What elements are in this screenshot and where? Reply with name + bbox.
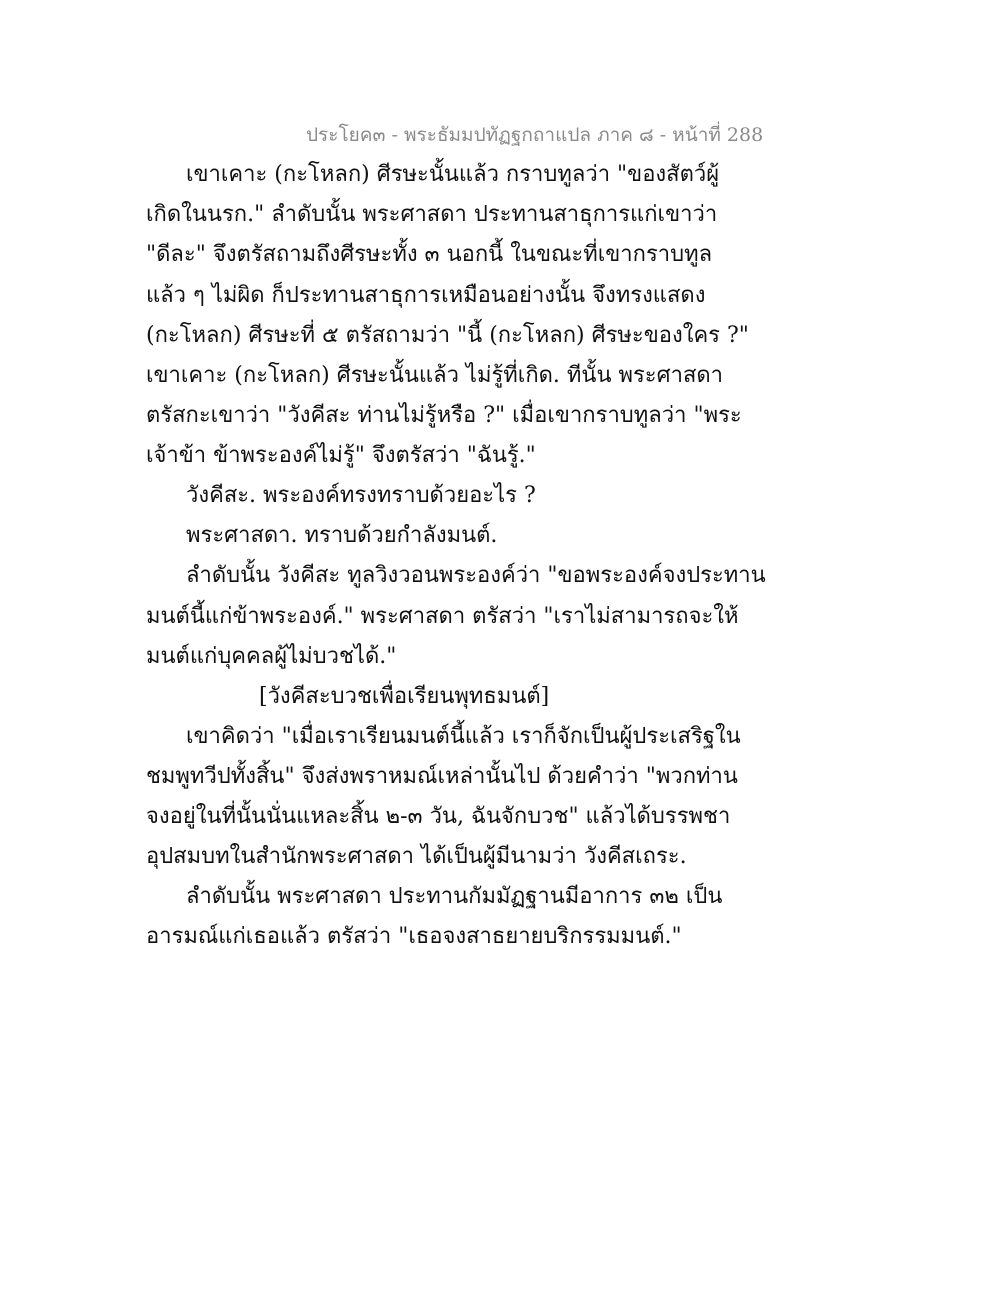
- text-line: ลำดับนั้น วังคีสะ ทูลวิงวอนพระองค์ว่า "ขอพระองค์จงประทาน: [186, 563, 766, 588]
- text-line: อุปสมบทในสำนักพระศาสดา ได้เป็นผู้มีนามว่า วังคีสเถระ.: [146, 844, 687, 869]
- text-line: มนต์แก่บุคคลผู้ไม่บวชได้.": [146, 644, 397, 669]
- dialogue-line: วังคีสะ. พระองค์ทรงทราบด้วยอะไร ?: [186, 483, 536, 508]
- text-line: อารมณ์แก่เธอแล้ว ตรัสว่า "เธอจงสาธยายบริกรรมมนต์.": [146, 924, 682, 949]
- text-line: "ดีละ" จึงตรัสถามถึงศีรษะทั้ง ๓ นอกนี้ ในขณะที่เขากราบทูล: [146, 242, 713, 267]
- text-line: ชมพูทวีปทั้งสิ้น" จึงส่งพราหมณ์เหล่านั้นไป ด้วยคำว่า "พวกท่าน: [146, 764, 738, 789]
- page-header: ประโยค๓ - พระธัมมปทัฏฐกถาแปล ภาค ๘ - หน้าที่ 288: [306, 124, 764, 146]
- text-line: เกิดในนรก." ลำดับนั้น พระศาสดา ประทานสาธุการแก่เขาว่า: [146, 202, 718, 227]
- text-line: มนต์นี้แก่ข้าพระองค์." พระศาสดา ตรัสว่า "เราไม่สามารถจะให้: [146, 604, 739, 629]
- text-line: (กะโหลก) ศีรษะที่ ๕ ตรัสถามว่า "นี้ (กะโหลก) ศีรษะของใคร ?": [146, 323, 749, 348]
- section-heading: [วังคีสะบวชเพื่อเรียนพุทธมนต์]: [259, 684, 550, 709]
- text-line: ลำดับนั้น พระศาสดา ประทานกัมมัฏฐานมีอาการ ๓๒ เป็น: [186, 884, 723, 909]
- text-line: แล้ว ๆ ไม่ผิด ก็ประทานสาธุการเหมือนอย่างนั้น จึงทรงแสดง: [146, 283, 706, 308]
- text-line: เขาเคาะ (กะโหลก) ศีรษะนั้นแล้ว ไม่รู้ที่เกิด. ทีนั้น พระศาสดา: [146, 363, 724, 388]
- text-line: เขาคิดว่า "เมื่อเราเรียนมนต์นี้แล้ว เราก็จักเป็นผู้ประเสริฐใน: [186, 724, 741, 749]
- text-line: ตรัสกะเขาว่า "วังคีสะ ท่านไม่รู้หรือ ?" เมื่อเขากราบทูลว่า "พระ: [146, 403, 742, 428]
- text-line: เขาเคาะ (กะโหลก) ศีรษะนั้นแล้ว กราบทูลว่า "ของสัตว์ผู้: [186, 162, 720, 187]
- dialogue-line: พระศาสดา. ทราบด้วยกำลังมนต์.: [186, 523, 498, 548]
- text-line: จงอยู่ในที่นั้นนั่นแหละสิ้น ๒-๓ วัน, ฉันจักบวช" แล้วได้บรรพชา: [146, 804, 731, 829]
- text-line: เจ้าข้า ข้าพระองค์ไม่รู้" จึงตรัสว่า "ฉันรู้.": [146, 443, 536, 468]
